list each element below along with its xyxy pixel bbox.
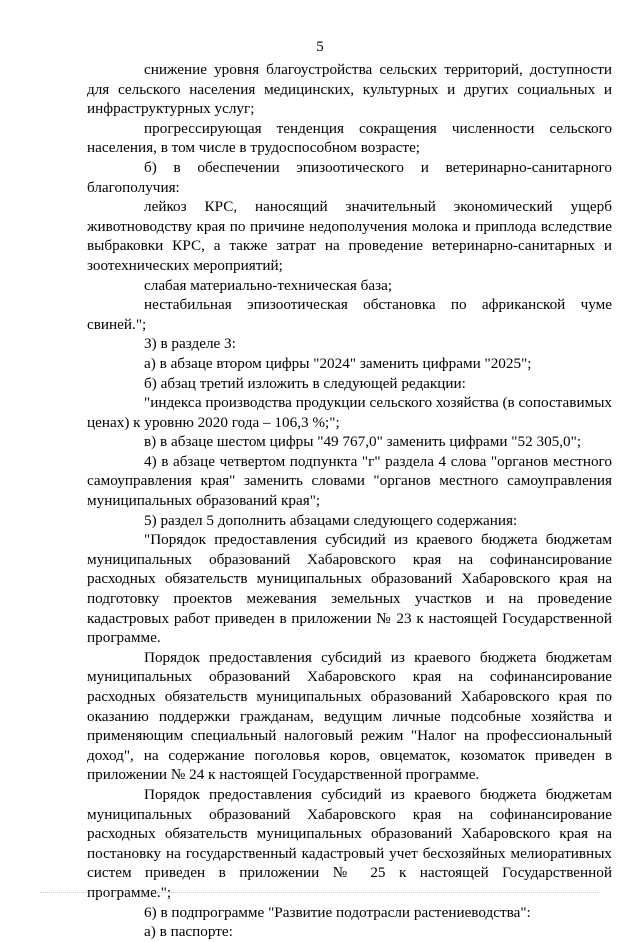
paragraph: Порядок предоставления субсидий из краевого бюджета бюджетам муниципальных образований Хабаровского края на софинансирование расходных обязательств муниципальных образований Хабаровского края по оказанию поддержки гражданам, ведущим личные подсобные хозяйства и применяющим специальный налоговый режим "Налог на профессиональный доход", на содержание поголовья коров, овцематок, козоматок приведен в приложении № 24 к настоящей Государственной программе. xyxy=(87,648,612,784)
paragraph: 3) в разделе 3: xyxy=(144,335,236,353)
paragraph: б) абзац третий изложить в следующей редакции: xyxy=(144,374,466,392)
paragraph: Порядок предоставления субсидий из краевого бюджета бюджетам муниципальных образований Хабаровского края на софинансирование расходных обязательств муниципальных образований Хабаровского края на постановку на государственный кадастровый учет бесхозяйных мелиоративных систем приведен в приложении № 25 к настоящей Государственной программе."; xyxy=(87,785,612,901)
paragraph: слабая материально-техническая база; xyxy=(144,276,393,294)
document-body xyxy=(87,60,612,942)
paragraph: 4) в абзаце четвертом подпункта "г" раздела 4 слова "органов местного самоуправления края" заменить словами "органов местного самоуправления муниципальных образований края"; xyxy=(87,452,612,510)
scan-artifact-line xyxy=(40,892,600,896)
paragraph: лейкоз КРС, наносящий значительный экономический ущерб животноводству края по причине недополучения молока и приплода вследствие выбраковки КРС, а также затрат на проведение ветеринарно-санитарных и зоотехнических мероприятий; xyxy=(87,198,612,274)
paragraph: нестабильная эпизоотическая обстановка по африканской чуме свиней."; xyxy=(87,296,612,333)
paragraph: 6) в подпрограмме "Развитие подотрасли растениеводства": xyxy=(144,903,531,921)
page-number: 5 xyxy=(316,39,324,55)
paragraph: а) в паспорте: xyxy=(144,923,233,941)
paragraph: а) в абзаце втором цифры "2024" заменить цифрами "2025"; xyxy=(144,354,532,372)
paragraph: 5) раздел 5 дополнить абзацами следующего содержания: xyxy=(144,511,518,529)
paragraph: "индекса производства продукции сельского хозяйства (в сопоставимых ценах) к уровню 2020 года – 106,3 %;"; xyxy=(87,394,612,431)
paragraph: в) в абзаце шестом цифры "49 767,0" заменить цифрами "52 305,0"; xyxy=(144,433,582,451)
paragraph: "Порядок предоставления субсидий из краевого бюджета бюджетам муниципальных образований Хабаровского края на софинансирование расходных обязательств муниципальных образований Хабаровского края на подготовку проектов межевания земельных участков и на проведение кадастровых работ приведен в приложении № 23 к настоящей Государственной программе. xyxy=(87,531,612,647)
paragraph: снижение уровня благоустройства сельских территорий, доступности для сельского населения медицинских, культурных и других социальных и инфраструктурных услуг; xyxy=(87,61,612,118)
paragraph: б) в обеспечении эпизоотического и ветеринарно-санитарного благополучия: xyxy=(87,158,612,196)
paragraph: прогрессирующая тенденция сокращения численности сельского населения, в том числе в трудоспособном возрасте; xyxy=(87,119,612,157)
